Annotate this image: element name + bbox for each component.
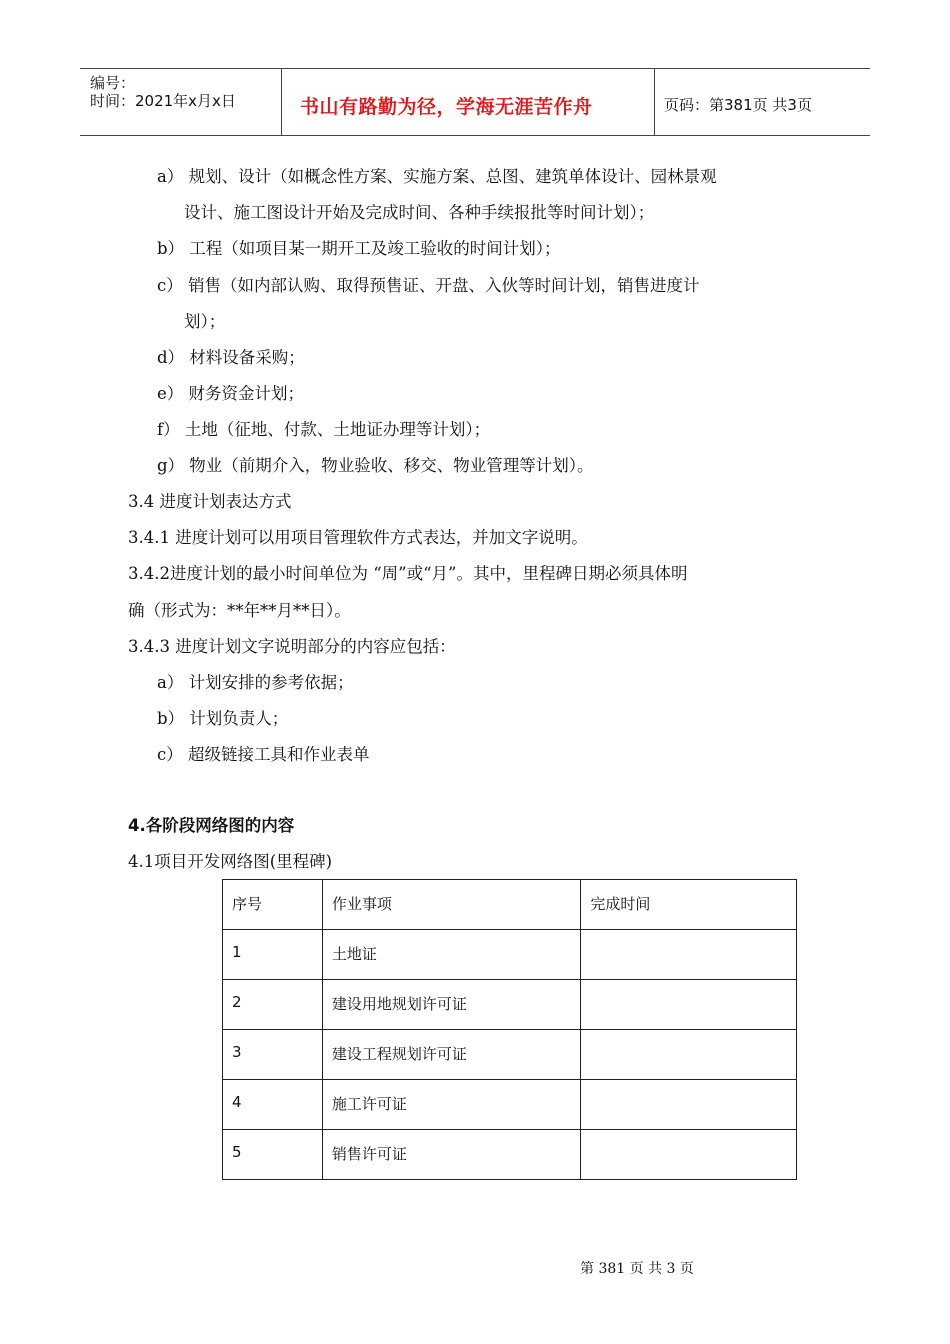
page-indicator: 页码：第381页 共3页 [664,96,812,114]
list-item: a） 规划、设计（如概念性方案、实施方案、总图、建筑单体设计、园林景观 [157,167,717,186]
list-item: a） 计划安排的参考依据； [157,673,354,692]
list-item: b） 计划负责人； [157,709,289,728]
column-header-index: 序号 [223,880,323,930]
doc-number-label: 编号： [90,74,136,92]
cell-completion-time [581,980,797,1030]
cell-completion-time [581,1030,797,1080]
table-row [223,1080,797,1130]
doc-date-label: 时间：2021年x月x日 [90,92,236,110]
paragraph-3-4-2: 3.4.2进度计划的最小时间单位为 “周”或“月”。其中，里程碑日期必须具体明 [128,564,688,583]
cell-task: 土地证 [322,930,581,980]
header-motto: 书山有路勤为径，学海无涯苦作舟 [300,96,593,118]
paragraph-3-4-3: 3.4.3 进度计划文字说明部分的内容应包括： [128,637,456,656]
column-header-completion-time: 完成时间 [581,880,797,930]
table-row [223,1030,797,1080]
page-footer: 第 381 页 共 3 页 [580,1261,694,1277]
cell-index: 1 [223,930,323,980]
cell-index: 3 [223,1030,323,1080]
list-item-continuation: 划）； [184,312,226,331]
cell-task: 建设用地规划许可证 [322,980,581,1030]
list-item: g） 物业（前期介入，物业验收、移交、物业管理等计划）。 [157,456,594,475]
cell-completion-time [581,930,797,980]
cell-index: 4 [223,1080,323,1130]
header-top-rule [80,68,870,69]
milestone-table [222,879,797,1180]
header-divider-right [654,68,655,136]
paragraph-3-4-1: 3.4.1 进度计划可以用项目管理软件方式表达，并加文字说明。 [128,528,588,547]
list-item: b） 工程（如项目某一期开工及竣工验收的时间计划）； [157,239,561,258]
list-item: e） 财务资金计划； [157,384,305,403]
header-divider-left [281,68,282,136]
cell-task: 建设工程规划许可证 [322,1030,581,1080]
section-heading-4-1: 4.1项目开发网络图(里程碑) [128,852,333,871]
cell-completion-time [581,1080,797,1130]
cell-completion-time [581,1130,797,1180]
table-row [223,980,797,1030]
header-bottom-rule [80,135,870,136]
column-header-task: 作业事项 [322,880,581,930]
cell-index: 2 [223,980,323,1030]
list-item-continuation: 设计、施工图设计开始及完成时间、各种手续报批等时间计划）； [184,203,655,222]
paragraph-3-4-2-continuation: 确（形式为：**年**月**日）。 [128,601,351,620]
list-item: c） 销售（如内部认购、取得预售证、开盘、入伙等时间计划，销售进度计 [157,276,700,295]
table-header-row [223,880,797,930]
section-heading-4: 4.各阶段网络图的内容 [128,816,295,835]
cell-index: 5 [223,1130,323,1180]
cell-task: 施工许可证 [322,1080,581,1130]
list-item: f） 土地（征地、付款、土地证办理等计划）； [157,420,491,439]
table-row [223,930,797,980]
section-heading-3-4: 3.4 进度计划表达方式 [128,492,292,511]
list-item: c） 超级链接工具和作业表单 [157,745,370,764]
cell-task: 销售许可证 [322,1130,581,1180]
list-item: d） 材料设备采购； [157,348,305,367]
table-row [223,1130,797,1180]
